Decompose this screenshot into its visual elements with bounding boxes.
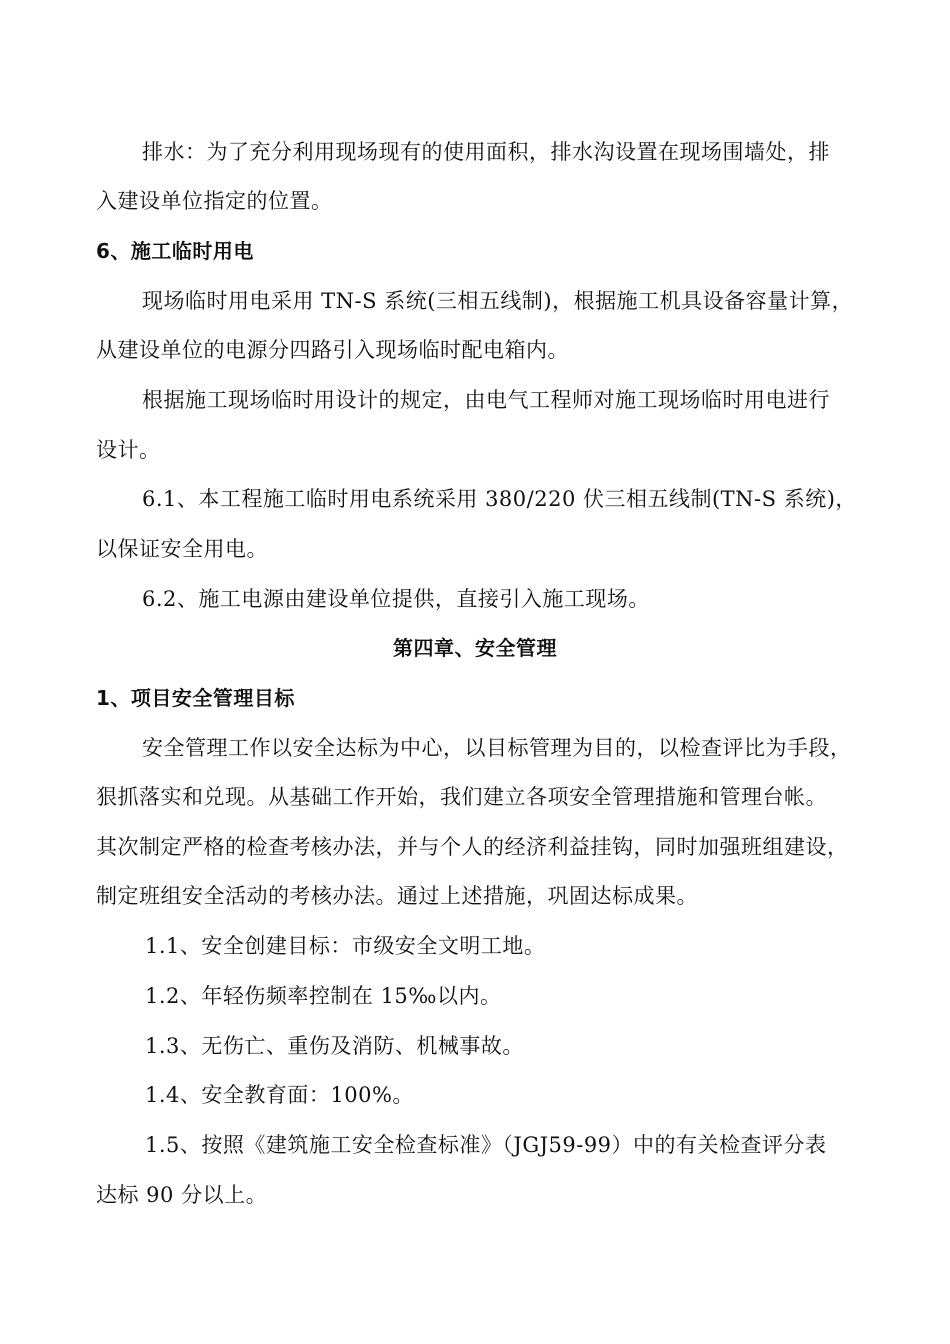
section-heading-safety-goal: 1、项目安全管理目标 — [96, 686, 295, 710]
paragraph-drainage-line-1: 排水：为了充分利用现场现有的使用面积，排水沟设置在现场围墙处，排 — [142, 140, 830, 164]
paragraph-power-line-1: 现场临时用电采用 TN-S 系统(三相五线制)，根据施工机具设备容量计算， — [142, 289, 854, 313]
paragraph-power-design-line-1: 根据施工现场临时用设计的规定，由电气工程师对施工现场临时用电进行 — [142, 388, 830, 412]
item-1-5-line-2: 达标 90 分以上。 — [96, 1183, 268, 1207]
paragraph-safety-line-1: 安全管理工作以安全达标为中心，以目标管理为目的，以检查评比为手段， — [142, 736, 852, 760]
item-6-1-line-2: 以保证安全用电。 — [96, 537, 268, 561]
paragraph-safety-line-2: 狠抓落实和兑现。从基础工作开始，我们建立各项安全管理措施和管理台帐。 — [96, 785, 827, 809]
item-6-2: 6.2、施工电源由建设单位提供，直接引入施工现场。 — [142, 587, 650, 611]
paragraph-safety-line-4: 制定班组安全活动的考核办法。通过上述措施，巩固达标成果。 — [96, 884, 698, 908]
item-1-3: 1.3、无伤亡、重伤及消防、机械事故。 — [145, 1034, 524, 1058]
item-6-1-line-1: 6.1、本工程施工临时用电系统采用 380/220 伏三相五线制(TN-S 系统)， — [142, 487, 857, 511]
item-1-4: 1.4、安全教育面：100%。 — [145, 1083, 414, 1107]
paragraph-drainage-line-2: 入建设单位指定的位置。 — [96, 189, 333, 213]
chapter-title: 第四章、安全管理 — [393, 636, 557, 660]
paragraph-power-design-line-2: 设计。 — [96, 438, 161, 462]
section-heading-temporary-power: 6、施工临时用电 — [96, 239, 254, 263]
item-1-5-line-1: 1.5、按照《建筑施工安全检查标准》（JGJ59-99）中的有关检查评分表 — [145, 1133, 827, 1157]
item-1-1: 1.1、安全创建目标：市级安全文明工地。 — [145, 934, 546, 958]
paragraph-safety-line-3: 其次制定严格的检查考核办法，并与个人的经济利益挂钩，同时加强班组建设， — [96, 835, 849, 859]
paragraph-power-line-2: 从建设单位的电源分四路引入现场临时配电箱内。 — [96, 338, 569, 362]
item-1-2: 1.2、年轻伤频率控制在 15‰以内。 — [145, 984, 502, 1008]
